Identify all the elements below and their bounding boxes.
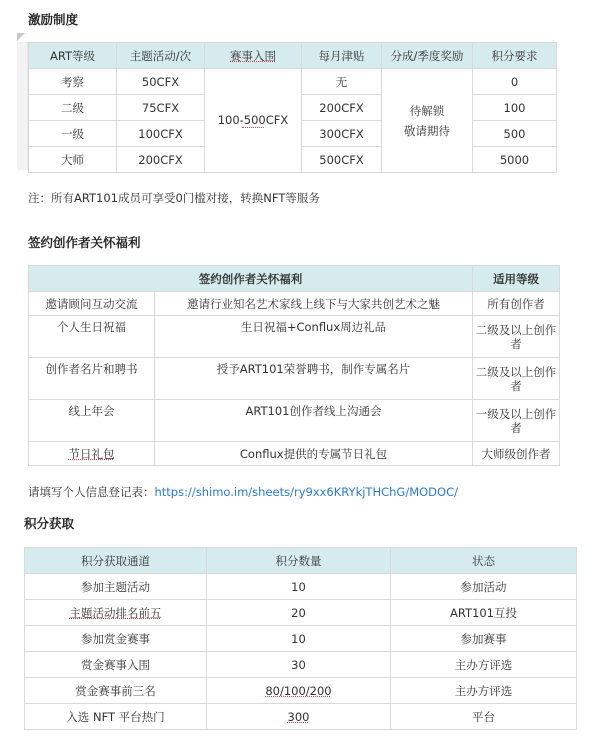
incentive-note: 注：所有ART101成员可享受0门槛对接，转换NFT等服务 <box>28 191 320 205</box>
registration-label: 请填写个人信息登记表： <box>28 485 155 499</box>
cell-level: 大师 <box>29 147 117 173</box>
cell-benefit: 节日礼包 <box>29 442 155 466</box>
col-header: 分成/季度奖励 <box>382 43 473 69</box>
cell-activity: 75CFX <box>117 95 205 121</box>
cell-channel: 参加主题活动 <box>25 574 207 600</box>
incentive-table <box>28 42 557 173</box>
cell-allowance: 200CFX <box>302 95 382 121</box>
cell-level: 一级及以上创作者 <box>473 400 560 442</box>
col-header: 主题活动/次 <box>117 43 205 69</box>
col-header: 积分数量 <box>207 548 391 574</box>
cell-status: 参加赛事 <box>391 626 577 652</box>
col-header: 积分要求 <box>473 43 557 69</box>
cell-points: 20 <box>207 600 391 626</box>
col-header: 积分获取通道 <box>25 548 207 574</box>
cell-description: 邀请行业知名艺术家线上线下与大家共创艺术之魅 <box>155 292 473 316</box>
cell-points: 500 <box>473 121 557 147</box>
cell-status: 主办方评选 <box>391 678 577 704</box>
col-header: ART等级 <box>29 43 117 69</box>
col-header: 适用等级 <box>473 266 560 292</box>
cell-activity: 100CFX <box>117 121 205 147</box>
row-header-strip <box>17 42 28 170</box>
cell-status: ART101互投 <box>391 600 577 626</box>
cell-channel: 主题活动排名前五 <box>25 600 207 626</box>
cell-status: 主办方评选 <box>391 652 577 678</box>
cell-allowance: 300CFX <box>302 121 382 147</box>
section-title-care: 签约创作者关怀福利 <box>28 235 141 250</box>
cell-description: 生日祝福+Conflux周边礼品 <box>155 316 473 358</box>
cell-level: 二级 <box>29 95 117 121</box>
cell-points: 80/100/200 <box>207 678 391 704</box>
cell-description: 授予ART101荣誉聘书，制作专属名片 <box>155 358 473 400</box>
cell-description: ART101创作者线上沟通会 <box>155 400 473 442</box>
section-title-points: 积分获取 <box>24 516 75 531</box>
cell-status: 平台 <box>391 704 577 730</box>
cell-level: 所有创作者 <box>473 292 560 316</box>
cell-status: 参加活动 <box>391 574 577 600</box>
col-header: 签约创作者关怀福利 <box>29 266 473 292</box>
cell-description: Conflux提供的专属节日礼包 <box>155 442 473 466</box>
care-table <box>28 265 560 466</box>
cell-level: 考察 <box>29 69 117 95</box>
cell-level: 大师级创作者 <box>473 442 560 466</box>
cell-points: 100 <box>473 95 557 121</box>
cell-allowance: 无 <box>302 69 382 95</box>
registration-note <box>28 484 458 500</box>
col-header: 每月津贴 <box>302 43 382 69</box>
cell-level: 一级 <box>29 121 117 147</box>
cell-channel: 入选 NFT 平台热门 <box>25 704 207 730</box>
cell-allowance: 500CFX <box>302 147 382 173</box>
cell-activity: 50CFX <box>117 69 205 95</box>
sheet-corner <box>17 33 25 41</box>
cell-points: 30 <box>207 652 391 678</box>
cell-channel: 赏金赛事前三名 <box>25 678 207 704</box>
col-header: 状态 <box>391 548 577 574</box>
cell-benefit: 创作者名片和聘书 <box>29 358 155 400</box>
cell-merged-range: 100-500CFX <box>205 69 302 173</box>
registration-link[interactable]: https://shimo.im/sheets/ry9xx6KRYkjTHChG/MODOC/ <box>154 485 458 499</box>
cell-benefit: 个人生日祝福 <box>29 316 155 358</box>
cell-benefit: 邀请顾问互动交流 <box>29 292 155 316</box>
cell-points: 10 <box>207 574 391 600</box>
cell-activity: 200CFX <box>117 147 205 173</box>
col-header: 赛事入围 <box>205 43 302 69</box>
cell-points: 5000 <box>473 147 557 173</box>
cell-channel: 参加赏金赛事 <box>25 626 207 652</box>
cell-benefit: 线上年会 <box>29 400 155 442</box>
cell-channel: 赏金赛事入围 <box>25 652 207 678</box>
points-table <box>24 547 577 730</box>
cell-merged-reward: 待解锁 敬请期待 <box>382 69 473 173</box>
section-title-incentive: 激励制度 <box>28 12 79 27</box>
cell-points: 10 <box>207 626 391 652</box>
cell-points: 300 <box>207 704 391 730</box>
cell-level: 二级及以上创作者 <box>473 316 560 358</box>
cell-points: 0 <box>473 69 557 95</box>
cell-level: 二级及以上创作者 <box>473 358 560 400</box>
